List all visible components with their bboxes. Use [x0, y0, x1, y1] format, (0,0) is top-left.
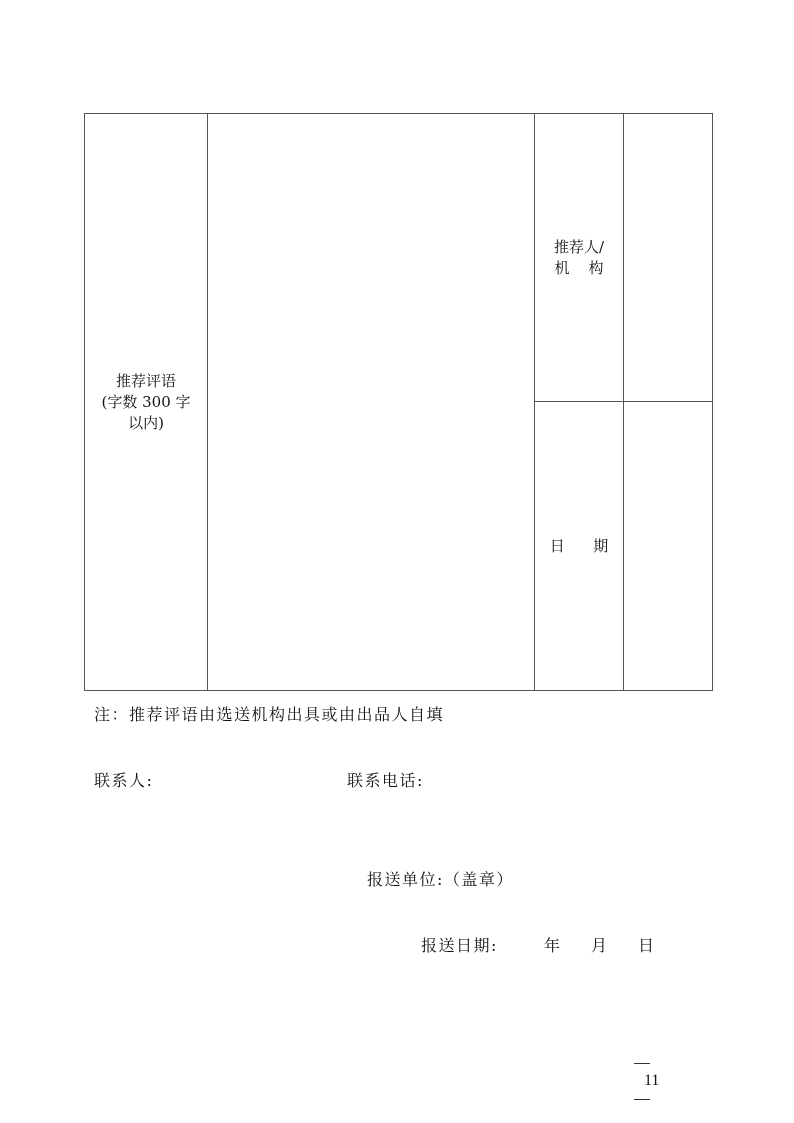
submit-date-day: 日: [638, 936, 656, 955]
page-dash-left: [634, 1063, 650, 1064]
submit-date-year: 年: [544, 936, 562, 955]
recommendation-table: [84, 113, 713, 691]
submit-unit-label: 报送单位:（盖章）: [367, 870, 514, 889]
recommender-label: 推荐人/: [553, 237, 605, 256]
page-dash-right: [634, 1099, 650, 1100]
page-number-text: 11: [644, 1072, 660, 1089]
contact-person-label: 联系人:: [94, 771, 154, 790]
date-label-cell: [535, 402, 624, 691]
date-label: 日 期: [549, 536, 609, 555]
recommendation-word-limit: (字数 300 字: [101, 392, 191, 411]
date-field[interactable]: [624, 402, 713, 691]
recommendation-label: 推荐评语: [115, 371, 176, 390]
contact-phone-label: 联系电话:: [347, 771, 424, 790]
submit-date-month: 月: [591, 936, 609, 955]
organization-label: 机 构: [554, 258, 604, 277]
page-number: [626, 1036, 669, 1108]
recommender-label-cell: [535, 114, 624, 402]
recommender-field[interactable]: [624, 114, 713, 402]
submit-date-label: 报送日期:: [421, 936, 498, 955]
note-text: 注：推荐评语由选送机构出具或由出品人自填: [94, 705, 445, 724]
recommendation-word-limit-end: 以内): [128, 413, 164, 432]
recommendation-text-field[interactable]: [208, 114, 535, 691]
recommendation-label-cell: [85, 114, 208, 691]
